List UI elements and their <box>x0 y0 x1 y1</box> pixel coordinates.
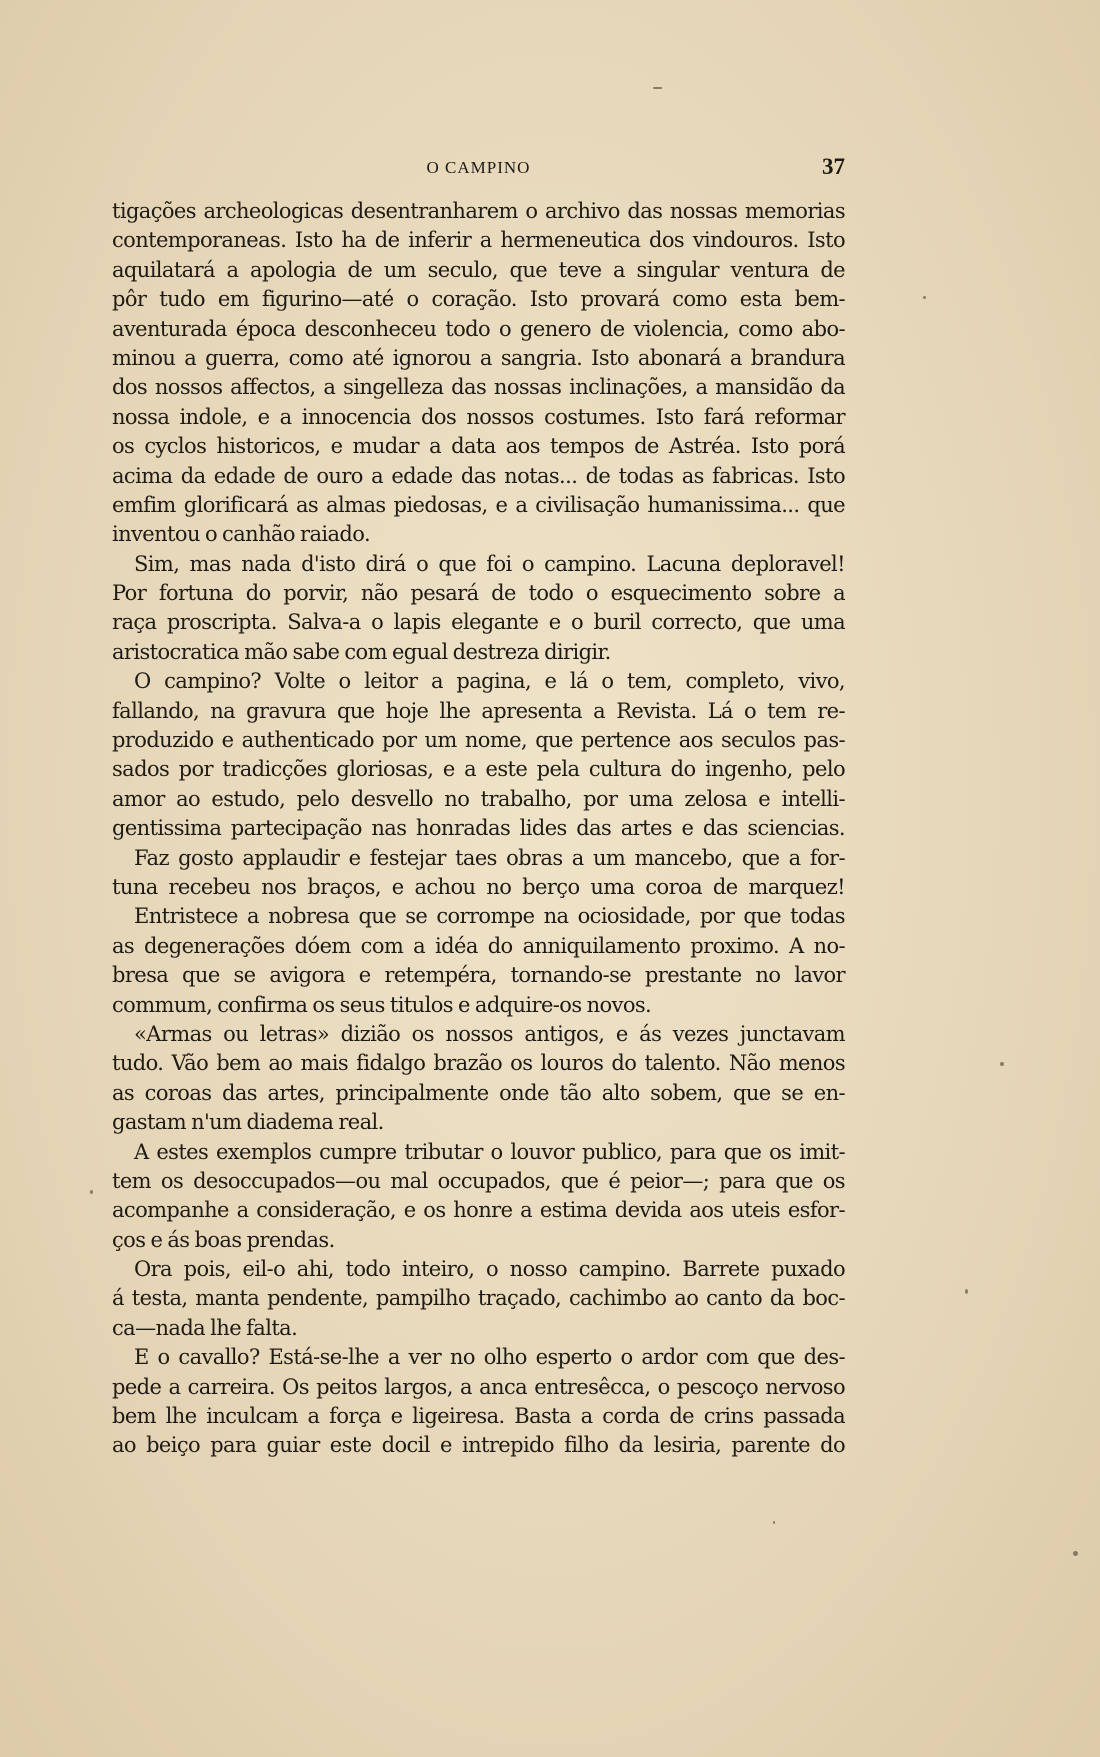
text-line: tem os desoccupados—ou mal occupados, que é peior—; para que os <box>112 1168 845 1193</box>
paper-speck <box>1073 1551 1078 1556</box>
text-line: aquilatará a apologia de um seculo, que teve a singular ventura de <box>112 257 845 282</box>
paper-speck <box>965 1289 968 1294</box>
text-line: sados por tradicções gloriosas, e a este pela cultura do ingenho, pelo <box>112 757 845 782</box>
text-line: bem lhe inculcam a força e ligeiresa. Basta a corda de crins passada <box>112 1404 845 1429</box>
text-line: as coroas das artes, principalmente onde tão alto sobem, que se en- <box>112 1080 845 1105</box>
text-line: E o cavallo? Está-se-lhe a ver no olho esperto o ardor com que des- <box>134 1345 845 1370</box>
text-line: pôr tudo em figurino—até o coração. Isto provará como esta bem- <box>112 287 845 312</box>
text-line: commum, confirma os seus titulos e adquire-os novos. <box>112 992 652 1017</box>
text-line: bresa que se avigora e retempéra, tornando-se prestante no lavor <box>112 963 845 988</box>
running-title: O CAMPINO <box>426 158 531 177</box>
text-line: emfim glorificará as almas piedosas, e a civilisação humanissima... que <box>112 492 845 517</box>
text-line: O campino? Volte o leitor a pagina, e lá o tem, completo, vivo, <box>134 669 845 694</box>
text-line: Faz gosto applaudir e festejar taes obras a um mancebo, que a for- <box>134 845 845 870</box>
paper-speck <box>1000 1062 1004 1066</box>
text-line: ca—nada lhe falta. <box>112 1315 298 1340</box>
text-line: amor ao estudo, pelo desvello no trabalho, por uma zelosa e intelli- <box>112 786 845 811</box>
text-line: gastam n'um diadema real. <box>112 1110 384 1135</box>
text-line: aristocratica mão sabe com egual destreza dirigir. <box>112 639 611 664</box>
text-line: «Armas ou letras» dizião os nossos antigos, e ás vezes junctavam <box>134 1021 845 1046</box>
text-line: ao beiço para guiar este docil e intrepido filho da lesiria, parente do <box>112 1433 845 1458</box>
text-line: Ora pois, eil-o ahi, todo inteiro, o nosso campino. Barrete puxado <box>134 1257 845 1282</box>
text-line: á testa, manta pendente, pampilho traçado, cachimbo ao canto da boc- <box>112 1286 845 1311</box>
text-line: acompanhe a consideração, e os honre a estima devida aos uteis esfor- <box>112 1198 845 1223</box>
paper-speck <box>923 296 926 299</box>
text-line: ços e ás boas prendas. <box>112 1227 335 1252</box>
text-line: minou a guerra, como até ignorou a sangria. Isto abonará a brandura <box>112 345 845 370</box>
text-line: Entristece a nobresa que se corrompe na ociosidade, por que todas <box>134 904 845 929</box>
text-line: as degenerações dóem com a idéa do anniquilamento proximo. A no- <box>112 933 845 958</box>
paper-speck <box>653 87 662 89</box>
text-line: Sim, mas nada d'isto dirá o que foi o campino. Lacuna deploravel! <box>134 551 845 576</box>
text-line: tudo. Vão bem ao mais fidalgo brazão os louros do talento. Não menos <box>112 1051 845 1076</box>
text-line: produzido e authenticado por um nome, que pertence aos seculos pas- <box>112 728 845 753</box>
paper-speck <box>90 1190 93 1194</box>
text-line: nossa indole, e a innocencia dos nossos costumes. Isto fará reformar <box>112 404 845 429</box>
text-line: os cyclos historicos, e mudar a data aos tempos de Astréa. Isto porá <box>112 434 845 459</box>
body-text <box>112 197 845 1461</box>
text-line: inventou o canhão raiado. <box>112 522 371 547</box>
text-line: tigações archeologicas desentranharem o archivo das nossas memorias <box>112 199 845 223</box>
text-line: aventurada época desconheceu todo o genero de violencia, como abo- <box>112 316 845 341</box>
paper-speck <box>773 1521 775 1524</box>
text-line: fallando, na gravura que hoje lhe apresenta a Revista. Lá o tem re- <box>112 698 845 723</box>
text-line: contemporaneas. Isto ha de inferir a hermeneutica dos vindouros. Isto <box>112 228 845 253</box>
running-head <box>112 154 845 184</box>
page-number: 37 <box>822 154 845 179</box>
text-line: acima da edade de ouro a edade das notas... de todas as fabricas. Isto <box>112 463 845 488</box>
text-line: gentissima partecipação nas honradas lides das artes e das sciencias. <box>112 816 845 841</box>
text-line: A estes exemplos cumpre tributar o louvor publico, para que os imit- <box>134 1139 845 1164</box>
text-line: pede a carreira. Os peitos largos, a anca entresêcca, o pescoço nervoso <box>112 1374 845 1399</box>
text-line: dos nossos affectos, a singelleza das nossas inclinações, a mansidão da <box>112 375 845 400</box>
text-line: raça proscripta. Salva-a o lapis elegante e o buril correcto, que uma <box>112 610 845 635</box>
text-line: Por fortuna do porvir, não pesará de todo o esquecimento sobre a <box>112 581 845 606</box>
text-line: tuna recebeu nos braços, e achou no berço uma coroa de marquez! <box>112 874 845 899</box>
